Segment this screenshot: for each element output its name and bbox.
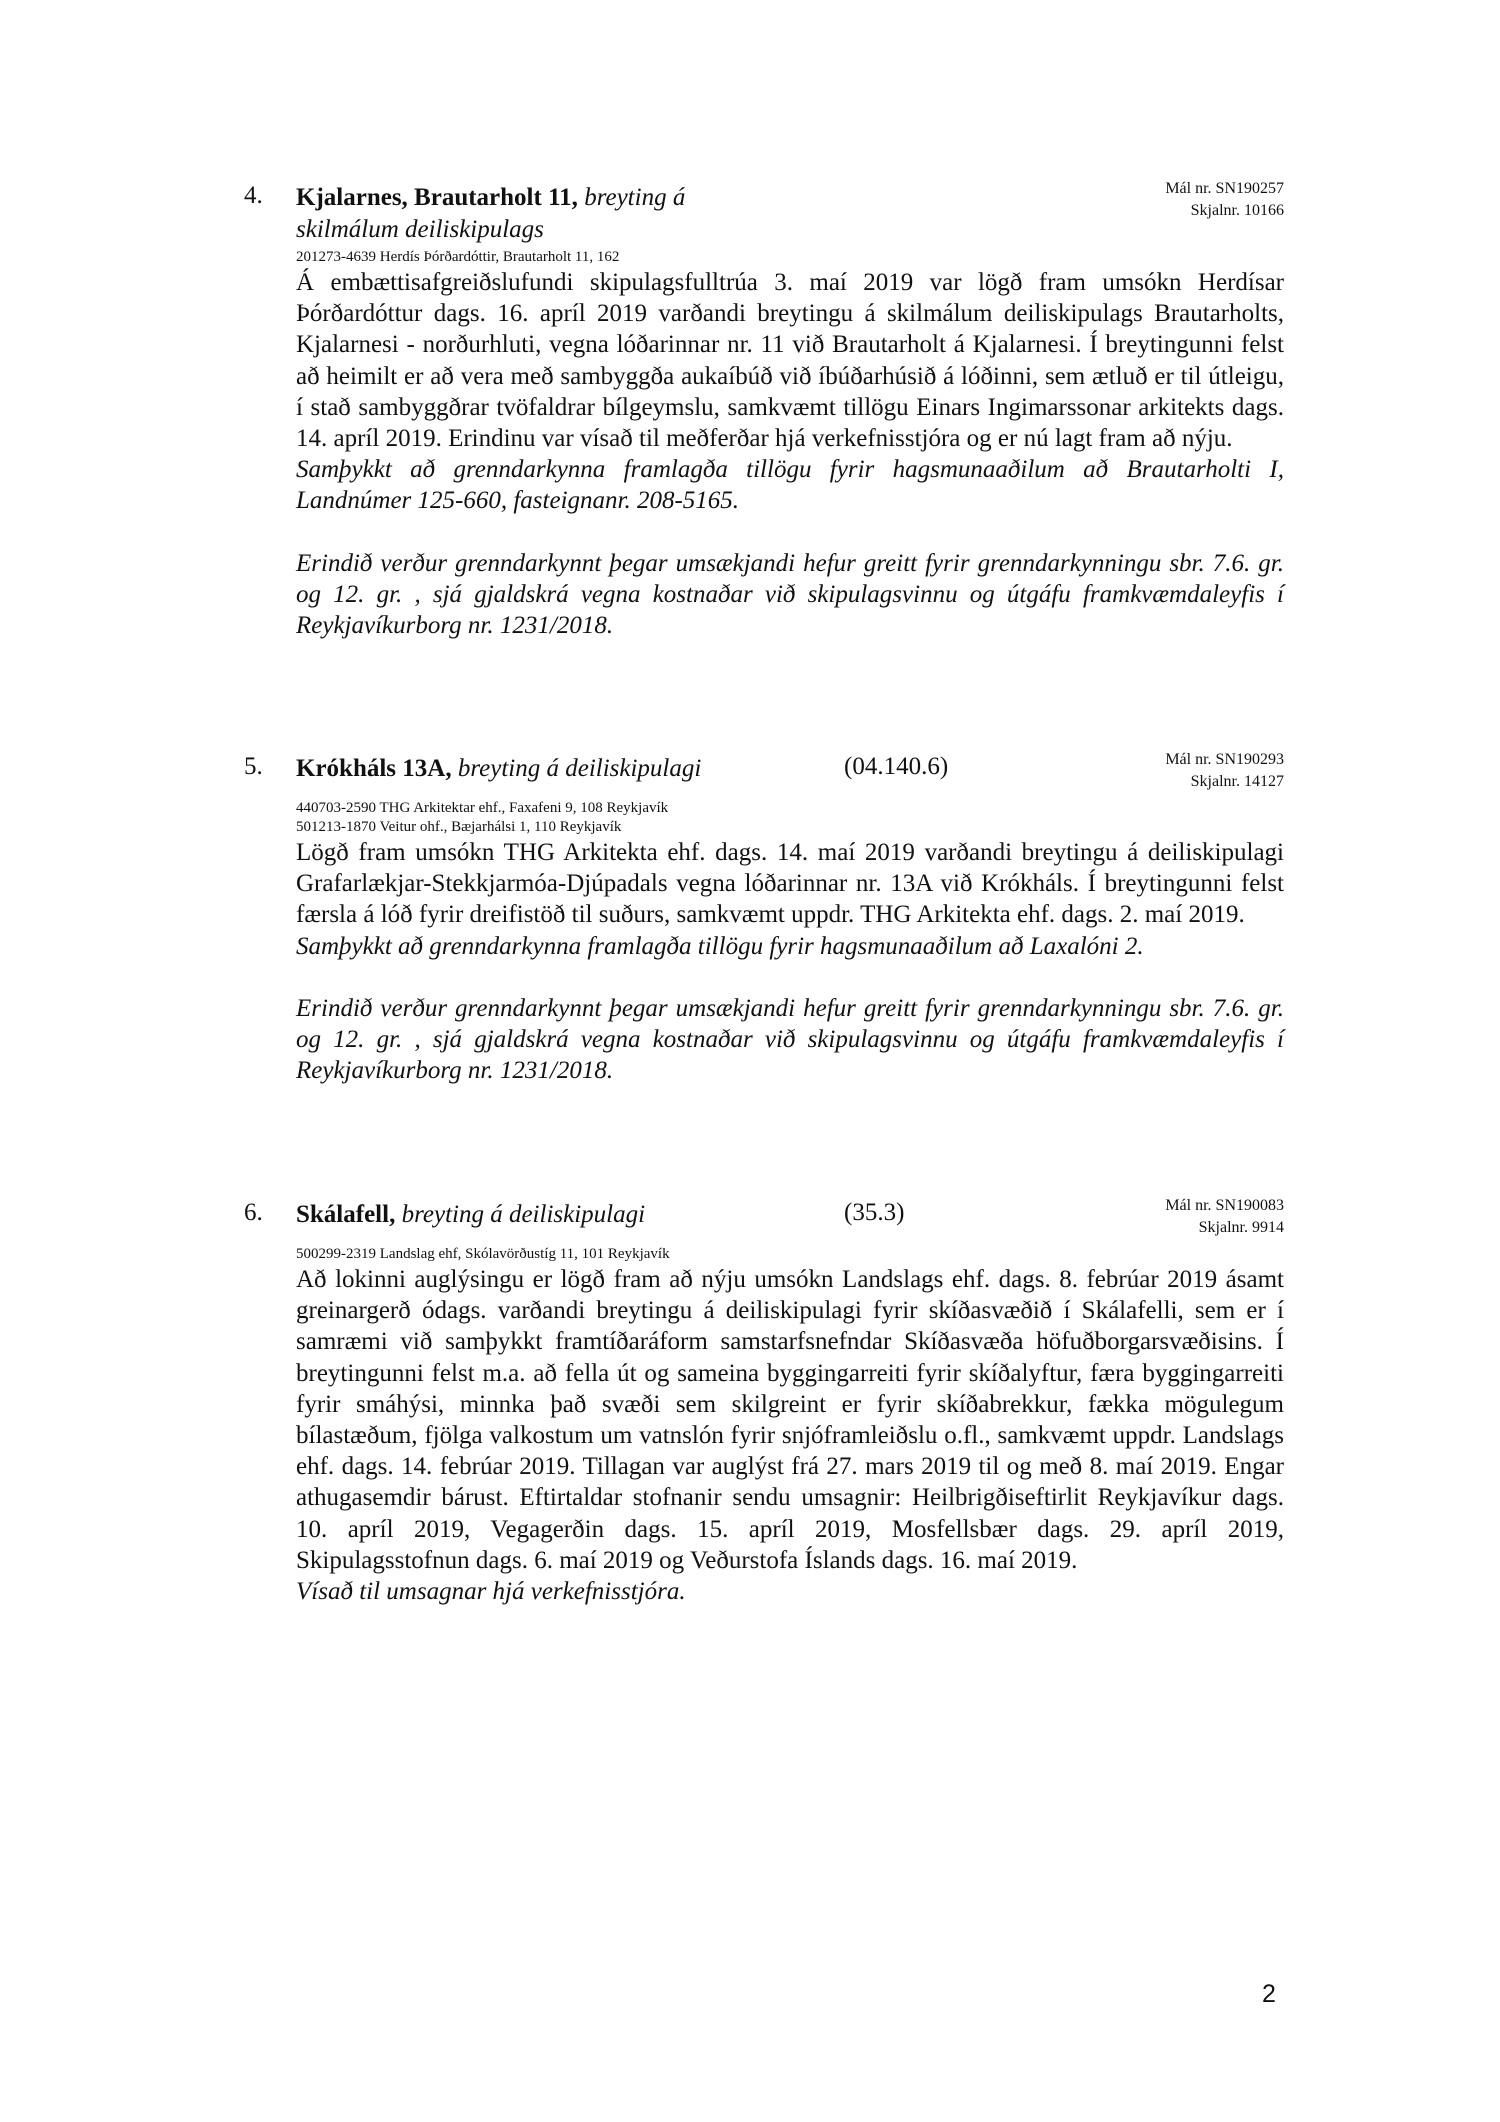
item-number: 4.: [244, 182, 263, 209]
case-number: Mál nr. SN190083: [1165, 1197, 1284, 1214]
applicant-line: 201273-4639 Herdís Þórðardóttir, Brautarholt 11, 162: [296, 249, 620, 265]
page-number: 2: [1262, 1980, 1276, 2008]
item-note: Erindið verður grenndarkynnt þegar umsækjandi hefur greitt fyrir grenndarkynningu sbr. 7.6. gr. og 12. gr. , sjá gjaldskrá vegna kostnaðar við skipulagsvinnu og útgáfu framkvæmdaleyfis í Reykjavíkurborg nr. 1231/2018.: [296, 994, 1284, 1085]
case-number: Mál nr. SN190293: [1165, 751, 1284, 768]
plan-code: (04.140.6): [844, 753, 949, 780]
document-number: Skjalnr. 14127: [1190, 773, 1284, 790]
item-title: [296, 1199, 766, 1231]
applicant-line: 501213-1870 Veitur ohf., Bæjarhálsi 1, 110 Reykjavík: [296, 819, 622, 835]
item-description: Lögð fram umsókn THG Arkitekta ehf. dags. 14. maí 2019 varðandi breytingu á deiliskipulagi Grafarlækjar-Stekkjarmóa-Djúpadals vegna lóðarinnar nr. 13A við Krókháls. Í breytingunni felst færsla á lóð fyrir dreifistöð til suðurs, samkvæmt uppdr. THG Arkitekta ehf. dags. 2. maí 2019.: [296, 839, 1284, 929]
item-description: Á embættisafgreiðslufundi skipulagsfulltrúa 3. maí 2019 var lögð fram umsókn Herdísar Þórðardóttur dags. 16. apríl 2019 varðandi breytingu á skilmálum deiliskipulags Brautarholts, Kjalarnesi - norðurhluti, vegna lóðarinnar nr. 11 við Brautarholt á Kjalarnesi. Í breytingunni felst að heimilt er að vera með sambyggða aukaíbúð við íbúðarhúsið á lóðinni, sem ætluð er til útleigu, í stað sambyggðrar tvöfaldrar bílgeymslu, samkvæmt tillögu Einars Ingimarssonar arkitekts dags. 14. apríl 2019. Erindinu var vísað til meðferðar hjá verkefnisstjóra og er nú lagt fram að nýju.: [296, 269, 1284, 453]
item-description: Að lokinni auglýsingu er lögð fram að nýju umsókn Landslags ehf. dags. 8. febrúar 2019 ásamt greinargerð ódags. varðandi breytingu á deiliskipulagi fyrir skíðasvæðið í Skálafelli, sem er í samræmi við samþykkt framtíðaráform samstarfsnefndar Skíðasvæða höfuðborgarsvæðisins. Í breytingunni felst m.a. að fella út og sameina byggingarreiti fyrir skíðalyftur, færa byggingarreiti fyrir smáhýsi, minnka það svæði sem skilgreint er fyrir skíðabrekkur, fækka mögulegum bílastæðum, fjölga valkostum um vatnslón fyrir snjóframleiðslu o.fl., samkvæmt uppdr. Landslags ehf. dags. 14. febrúar 2019. Tillagan var auglýst frá 27. mars 2019 til og með 8. maí 2019. Engar athugasemdir bárust. Eftirtaldar stofnanir sendu umsagnir: Heilbrigðiseftirlit Reykjavíkur dags. 10. apríl 2019, Vegagerðin dags. 15. apríl 2019, Mosfellsbær dags. 29. apríl 2019, Skipulagsstofnun dags. 6. maí 2019 og Veðurstofa Íslands dags. 16. maí 2019.: [296, 1266, 1284, 1574]
item-decision: Samþykkt að grenndarkynna framlagða tillögu fyrir hagsmunaaðilum að Brautarholti I, Landnúmer 125-660, fasteignanr. 208-5165.: [296, 456, 1284, 515]
case-number: Mál nr. SN190257: [1165, 180, 1284, 197]
document-number: Skjalnr. 9914: [1198, 1219, 1284, 1236]
item-body: [296, 837, 1284, 1086]
item-title-italic: breyting á deiliskipulagi: [395, 1201, 646, 1228]
item-title: [296, 753, 766, 785]
item-title-bold: Krókháls 13A,: [296, 755, 452, 782]
item-title-italic: breyting á deiliskipulagi: [451, 755, 702, 782]
item-title-bold: Kjalarnes, Brautarholt 11,: [296, 184, 578, 211]
plan-code: (35.3): [844, 1199, 905, 1226]
item-title: [296, 182, 766, 246]
applicant-line: 500299-2319 Landslag ehf, Skólavörðustíg 11, 101 Reykjavík: [296, 1246, 670, 1262]
agenda-item-5: [244, 753, 1284, 1086]
item-title-bold: Skálafell,: [296, 1201, 396, 1228]
item-body: [296, 267, 1284, 641]
item-note: Erindið verður grenndarkynnt þegar umsækjandi hefur greitt fyrir grenndarkynningu sbr. 7.6. gr. og 12. gr. , sjá gjaldskrá vegna kostnaðar við skipulagsvinnu og útgáfu framkvæmdaleyfis í Reykjavíkurborg nr. 1231/2018.: [296, 549, 1284, 640]
agenda-item-6: [244, 1199, 1284, 1607]
case-reference: [1165, 749, 1284, 793]
document-number: Skjalnr. 10166: [1190, 202, 1284, 219]
item-decision: Samþykkt að grenndarkynna framlagða tillögu fyrir hagsmunaaðilum að Laxalóni 2.: [296, 932, 1144, 960]
item-body: [296, 1264, 1284, 1607]
item-decision: Vísað til umsagnar hjá verkefnisstjóra.: [296, 1578, 686, 1606]
case-reference: [1165, 1195, 1284, 1239]
agenda-item-4: [244, 182, 1284, 641]
item-title-italic: breyting á skilmálum deiliskipulags: [296, 184, 686, 243]
item-number: 6.: [244, 1199, 263, 1226]
case-reference: [1165, 178, 1284, 222]
item-number: 5.: [244, 753, 263, 780]
applicant-line: 440703-2590 THG Arkitektar ehf., Faxafeni 9, 108 Reykjavík: [296, 800, 669, 816]
